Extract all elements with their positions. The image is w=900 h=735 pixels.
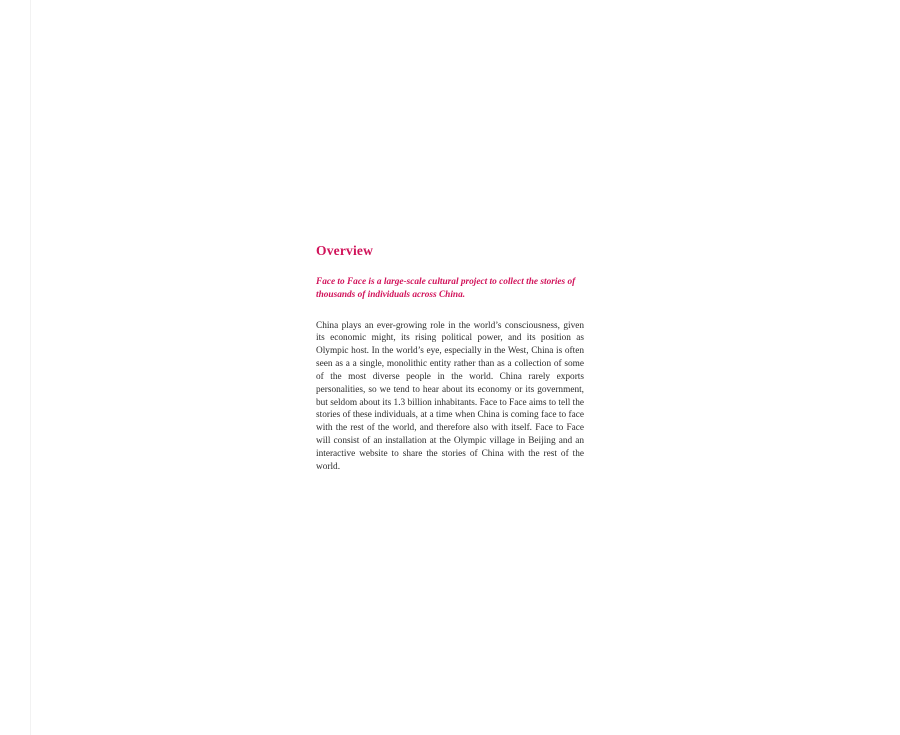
body-paragraph: China plays an ever-growing role in the world’s consciousness, given its economic might, its rising political power, and its position as Olympic host. In the world’s eye, especially in the West, China is often seen as a a single, monolithic entity rather than as a collection of some of the most diverse people in the world. China rarely exports personalities, so we tend to hear about its economy or its government, but seldom about its 1.3 billion inhabitants. Face to Face aims to tell the stories of these individuals, at a time when China is coming face to face with the rest of the world, and therefore also with itself. Face to Face will consist of an installation at the Olympic village in Beijing and an interactive website to share the stories of China with the rest of the world. (316, 320, 584, 472)
document-content (316, 243, 584, 474)
lede-paragraph: Face to Face is a large-scale cultural project to collect the stories of thousands of individuals across China. (316, 277, 576, 301)
page-title: Overview (316, 243, 374, 258)
page-margin-rule (30, 0, 31, 735)
